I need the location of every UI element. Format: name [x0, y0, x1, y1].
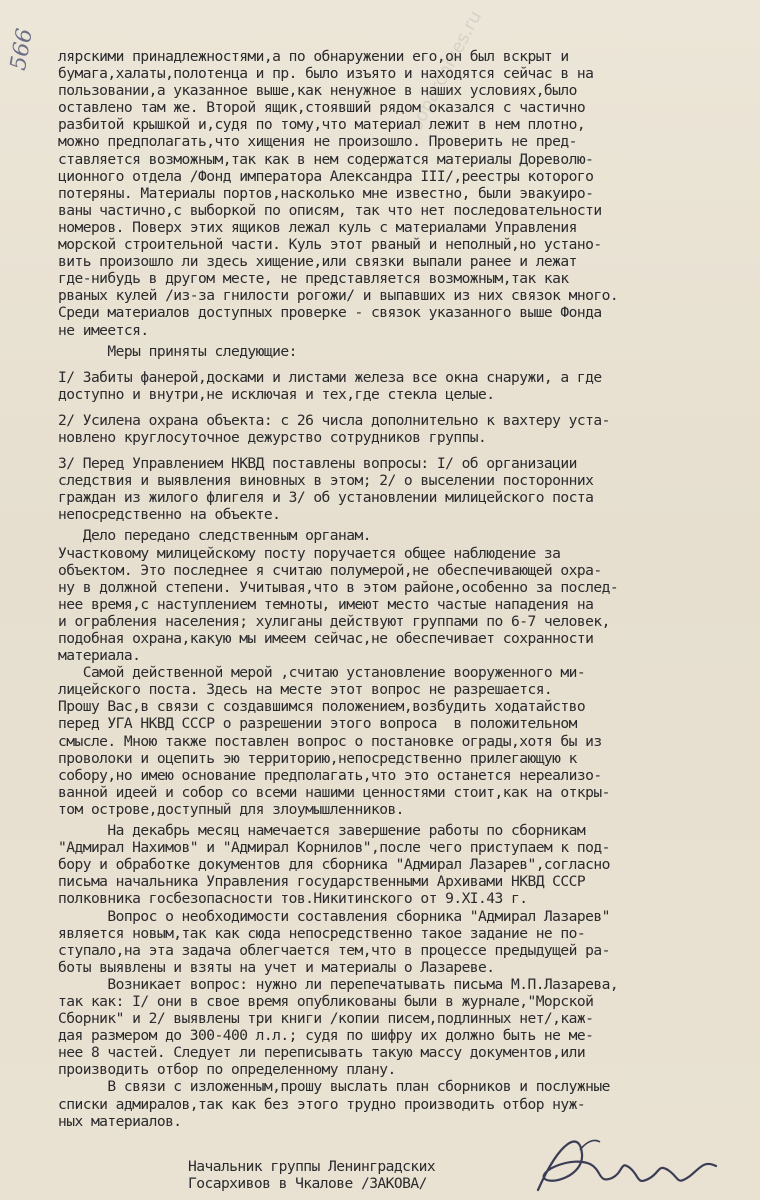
text-line: смысле. Мною также поставлен вопрос о постановке ограды,хотя бы из: [58, 732, 602, 750]
text-line: письма начальника Управления государственными Архивами НКВД СССР: [58, 873, 586, 891]
text-line: граждан из жилого флигеля и 3/ об установлении милицейского поста: [58, 489, 594, 507]
text-line: не имеется.: [58, 321, 149, 339]
text-line: Прошу Вас,в связи с создавшимся положением,возбудить ходатайство: [58, 698, 586, 716]
text-line: где-нибудь в другом месте, не представляется возможным,так как: [58, 270, 569, 288]
text-line: списки адмиралов,так как без этого трудно производить отбор нуж-: [58, 1095, 586, 1113]
text-line: следствия и выявления виновных в этом; 2/ о выселении посторонних: [58, 472, 594, 490]
text-line: собору,но имею основание предполагать,что это останется нереализо-: [58, 766, 602, 784]
text-line: дая размером до 300-400 л.л.; судя по шифру их должно быть не ме-: [58, 1027, 594, 1045]
text-line: Участковому милицейскому посту поручается общее наблюдение за: [58, 544, 561, 562]
text-line: боты выявлены и взяты на учет и материалы о Лазареве.: [58, 958, 495, 976]
text-line: лицейского поста. Здесь на месте этот вопрос не разрешается.: [58, 681, 553, 699]
text-line: доступно и внутри,не исключая и тех,где стекла целые.: [58, 385, 495, 403]
text-line: Самой действенной мерой ,считаю установление вооруженного ми-: [58, 664, 586, 682]
text-line: производить отбор по определенному плану.: [58, 1061, 396, 1079]
text-line: Вопрос о необходимости составления сборника "Адмирал Лазарев": [58, 907, 610, 925]
text-line: вить произошло ли здесь хищение,или связки выпали ранее и лежат: [58, 253, 577, 271]
text-line: является новым,так как сюда непосредственно такое задание не по-: [58, 924, 586, 942]
text-line: морской строительной части. Куль этот рваный и неполный,но устано-: [58, 236, 602, 254]
paragraph-gap: [58, 446, 758, 455]
text-line: Возникает вопрос: нужно ли перепечатывать письма М.П.Лазарева,: [58, 975, 619, 993]
signature-name-line: Госархивов в Чкалове /ЗАКОВА/: [188, 1175, 427, 1192]
text-line: подобная охрана,какую мы имеем сейчас,не обеспечивает сохранности: [58, 630, 594, 647]
handwritten-signature: [520, 1120, 730, 1200]
text-line: "Адмирал Нахимов" и "Адмирал Корнилов",после чего приступаем к под-: [58, 839, 610, 857]
text-line: нее 8 частей. Следует ли переписывать такую массу документов,или: [58, 1044, 586, 1062]
text-line: и ограбления населения; хулиганы действуют группами по 6-7 человек,: [58, 612, 610, 630]
text-line: материала.: [58, 647, 141, 665]
text-line: рваных кулей /из-за гнилости рогожи/ и выпавших из них связок много.: [58, 287, 619, 305]
text-line: объектом. Это последнее я считаю полумерой,не обеспечивающей охра-: [58, 561, 602, 579]
text-line: Меры приняты следующие:: [58, 342, 297, 360]
text-line: лярскими принадлежностями,а по обнаружении его,он был вскрыт и: [58, 48, 569, 65]
signature-title-line: Начальник группы Ленинградских: [188, 1158, 436, 1175]
text-line: проволоки и оцепить эю территорию,непосредственно прилегающую к: [58, 749, 577, 767]
text-line: бору и обработке документов для сборника "Адмирал Лазарев",согласно: [58, 856, 610, 874]
text-line: потеряны. Материалы портов,насколько мне известно, были эвакуиро-: [58, 184, 594, 202]
text-line: На декабрь месяц намечается завершение работы по сборникам: [58, 822, 586, 840]
text-line: ставляется возможным,так как в нем содержатся материалы Дореволю-: [58, 150, 594, 168]
text-line: оставлено там же. Второй ящик,стоявший рядом оказался с частично: [58, 99, 586, 117]
text-line: нее время,с наступлением темноты, имеют место частые нападения на: [58, 595, 594, 613]
text-line: В связи с изложенным,прошу выслать план сборников и послужные: [58, 1078, 610, 1096]
page-number: 566: [6, 26, 38, 73]
text-line: полковника госбезопасности тов.Никитинского от 9.XI.43 г.: [58, 890, 528, 908]
text-line: так как: I/ они в свое время опубликованы были в журнале,"Морской: [58, 992, 594, 1010]
text-line: ных материалов.: [58, 1112, 182, 1130]
text-line: Сборник" и 2/ выявлены три книги /копии писем,подлинных нет/,каж-: [58, 1010, 594, 1028]
text-line: новлено круглосуточное дежурство сотрудников группы.: [58, 428, 487, 446]
text-line: том острове,доступный для злоумышленников.: [58, 800, 404, 818]
text-line: ступало,на эта задача облегчается тем,что в процессе предыдущей ра-: [58, 941, 610, 959]
text-line: ну в должной степени. Учитывая,что в этом районе,особенно за послед-: [58, 578, 619, 596]
text-line: номеров. Поверх этих ящиков лежал куль с материалами Управления: [58, 218, 577, 236]
text-line: бумага,халаты,полотенца и пр. было изъято и находятся сейчас в на: [58, 65, 594, 83]
text-line: пользовании,а указанное выше,как ненужное в наших условиях,было: [58, 82, 577, 100]
text-line: можно предполагать,что хищения не произошло. Проверить не пред-: [58, 133, 577, 151]
document-body: [58, 48, 758, 1130]
text-line: 3/ Перед Управлением НКВД поставлены вопросы: I/ об организации: [58, 455, 577, 473]
text-line: ционного отдела /Фонд императора Александра III/,реестры которого: [58, 167, 594, 185]
text-line: I/ Забиты фанерой,досками и листами железа все окна снаружи, а где: [58, 368, 602, 386]
paragraph-gap: [58, 403, 758, 412]
text-line: Среди материалов доступных проверке - связок указанного выше Фонда: [58, 304, 602, 322]
text-line: разбитой крышкой и,судя по тому,что материал лежит в нем плотно,: [58, 116, 586, 134]
text-line: ванной идеей и собор со всеми нашими ценностями стоит,как на откры-: [58, 783, 610, 801]
paragraph-gap: [58, 360, 758, 369]
text-line: ваны частично,с выборкой по описям, так что нет последовательности: [58, 201, 602, 219]
text-line: перед УГА НКВД СССР о разрешении этого вопроса в положительном: [58, 715, 577, 733]
text-line: Дело передано следственным органам.: [58, 527, 371, 545]
text-line: 2/ Усилена охрана объекта: с 26 числа дополнительно к вахтеру уста-: [58, 411, 610, 429]
watermark: soparchives.ru: [405, 7, 487, 134]
text-line: непосредственно на объекте.: [58, 506, 281, 524]
